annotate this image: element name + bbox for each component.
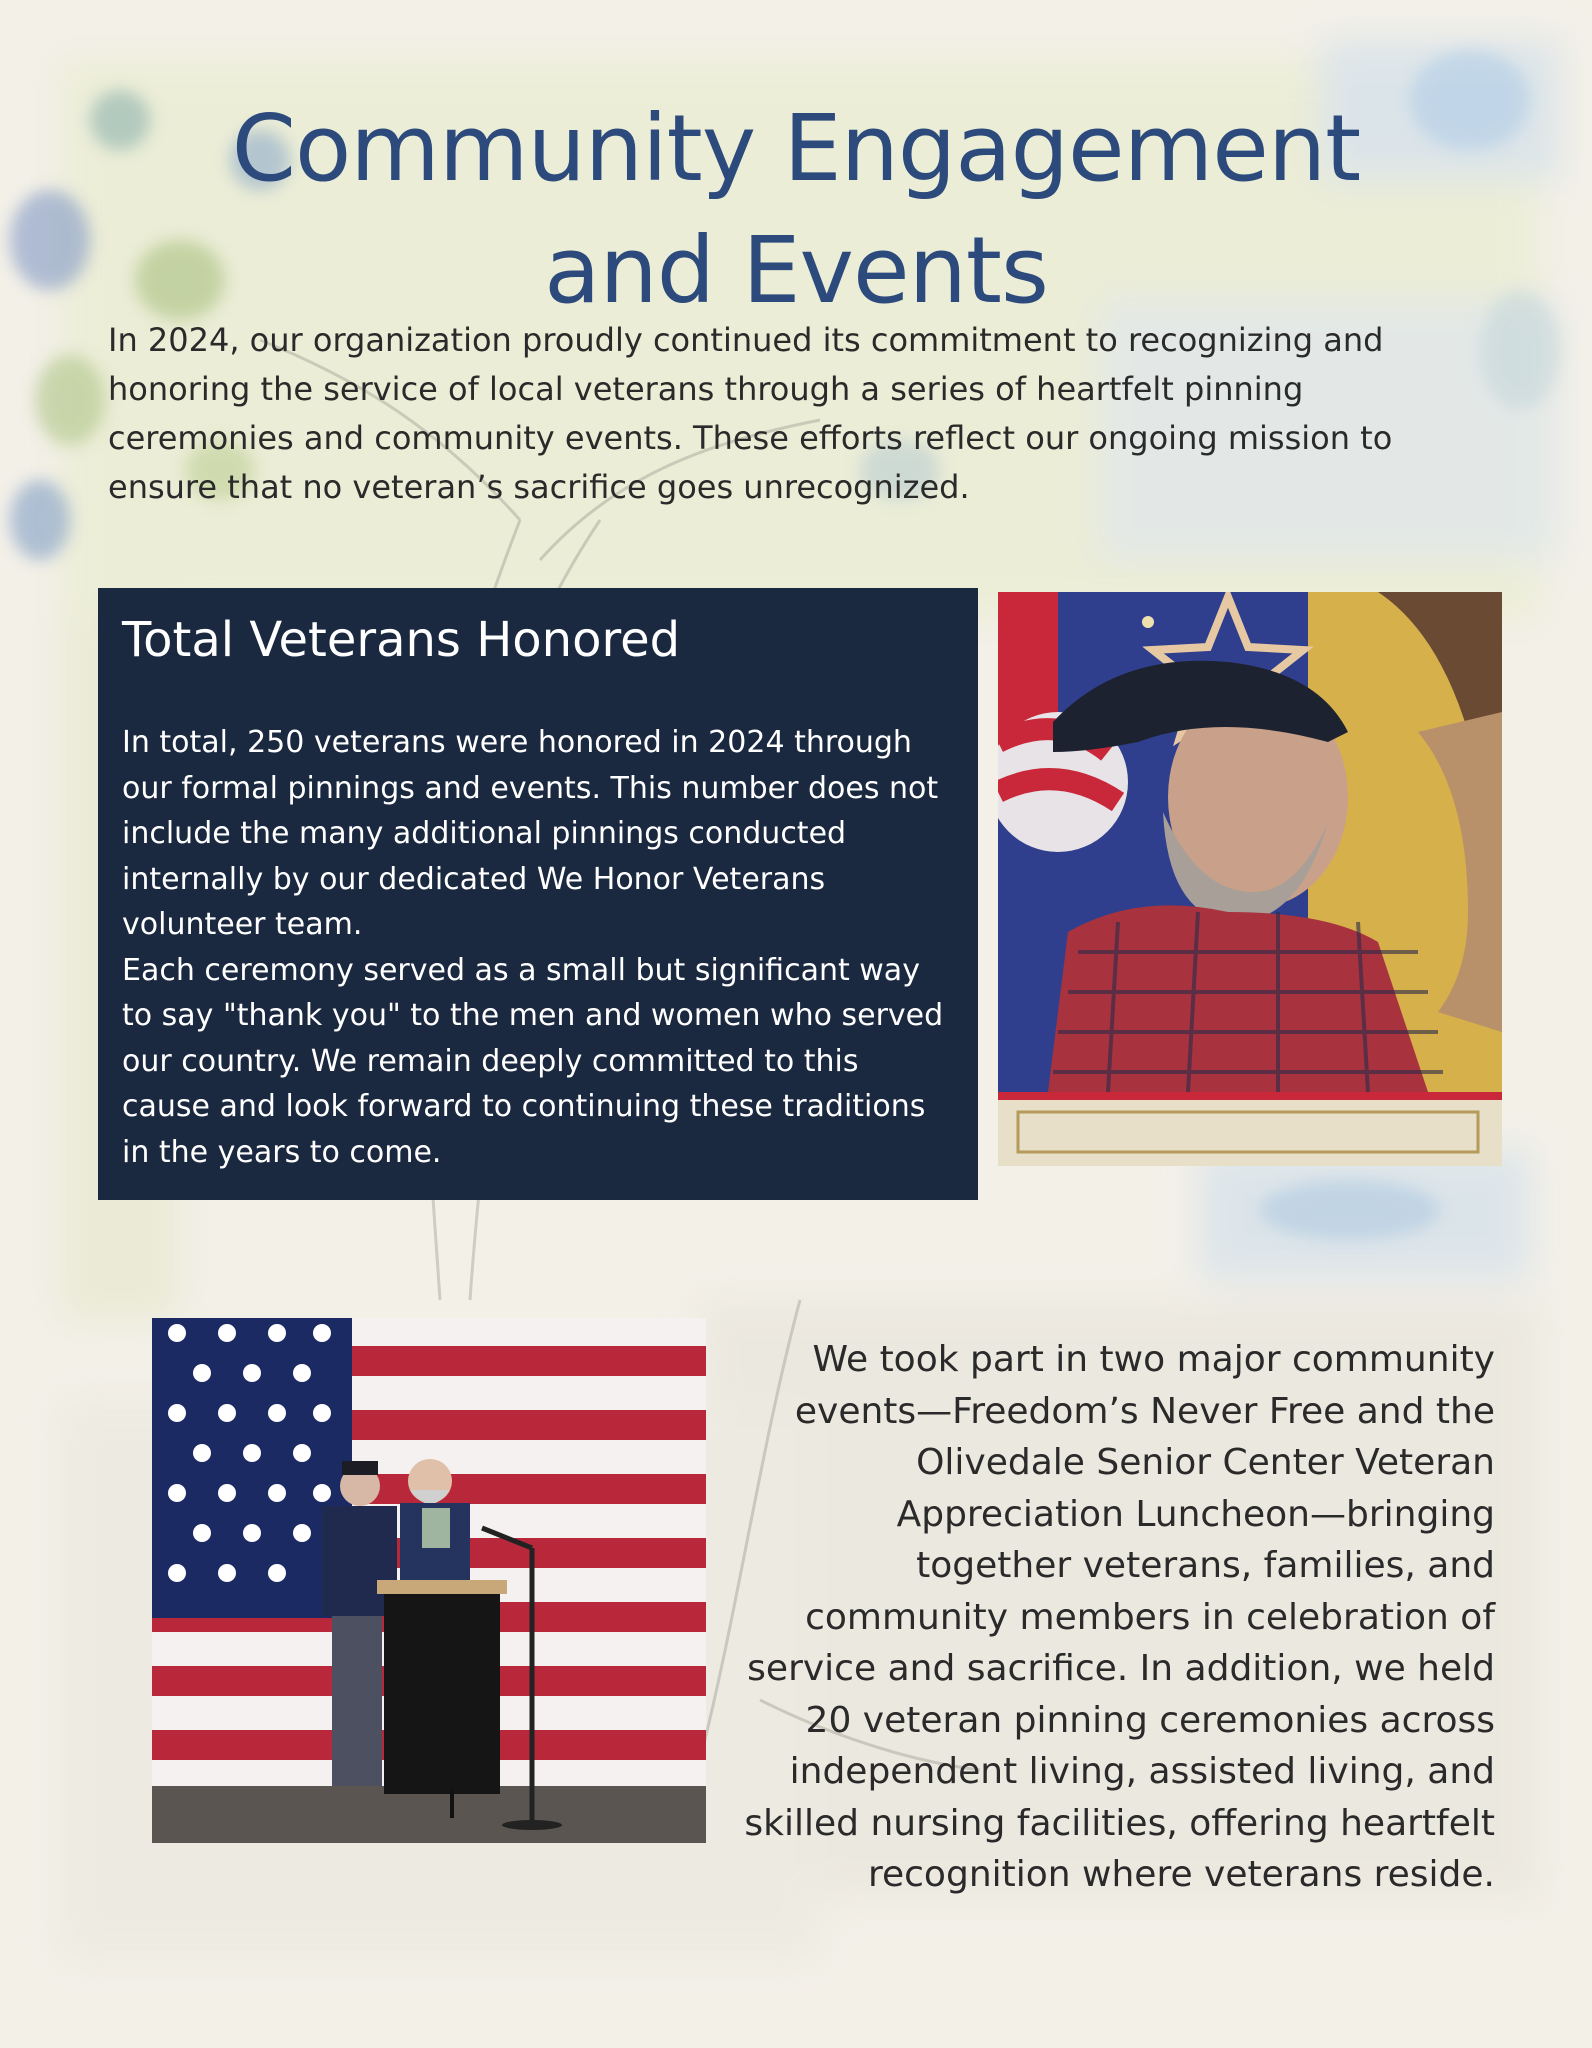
community-events-paragraph: We took part in two major community events—Freedom’s Never Free and the Olivedale Senior Center Veteran Appreciation Luncheon—bringing together veterans, families, and community members in celebration of service and sacrifice. In addition, we held 20 veteran pinning ceremonies across independent living, assisted living, and skilled nursing facilities, offering heartfelt recognition where veterans reside. bbox=[744, 1339, 1495, 1895]
intro-paragraph: In 2024, our organization proudly continued its commitment to recognizing and honoring the service of local veterans through a series of heartfelt pinning ceremonies and community events. These efforts reflect our ongoing mission to ensure that no veteran’s sacrifice goes unrecognized. bbox=[108, 321, 1393, 506]
box-heading: Total Veterans Honored bbox=[122, 612, 681, 668]
page-title-line-1: Community Engagement bbox=[231, 95, 1361, 202]
page-title bbox=[0, 88, 1592, 332]
page-title-line-2: and Events bbox=[544, 217, 1048, 324]
veterans-at-podium-flag-photo bbox=[152, 1318, 706, 1843]
box-paragraph-1: In total, 250 veterans were honored in 2024 through our formal pinnings and events. This number does not include the many additional pinnings conducted internally by our dedicated We Honor Veterans volunteer team. bbox=[122, 725, 939, 942]
veteran-pinning-photo bbox=[998, 592, 1502, 1166]
total-veterans-honored-box bbox=[98, 588, 978, 1200]
box-paragraph-2: Each ceremony served as a small but significant way to say "thank you" to the men and women who served our country. We remain deeply committed to this cause and look forward to continuing these traditions in the years to come. bbox=[122, 952, 944, 1170]
